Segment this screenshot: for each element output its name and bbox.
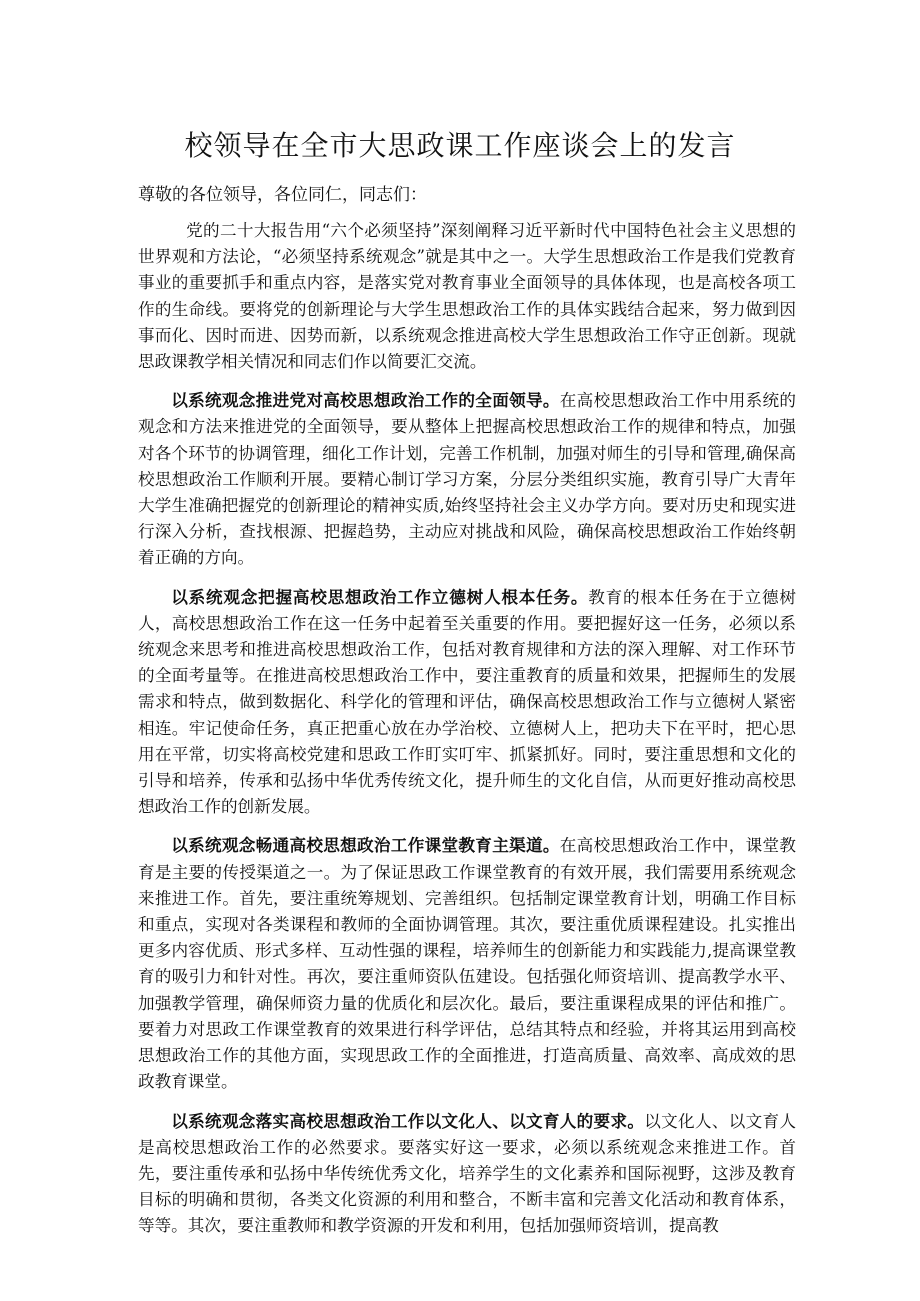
greeting-line: 尊敬的各位领导，各位同仁，同志们： <box>138 185 427 205</box>
section-1-text: 在高校思想政治工作中用系统的观念和方法来推进党的全面领导，要从整体上把握高校思想政治工作的规律和特点，加强对各个环节的协调管理，细化工作计划，完善工作机制，加强对师生的引导和管理,确保高校思想政治工作顺利开展。要精心制订学习方案，分层分类组织实施，教育引导广大青年大学生准确把握党的创新理论的精神实质,始终坚持社会主义办学方向。要对历史和现实进行深入分析，查找根源、把握趋势，主动应对挑战和风险，确保高校思想政治工作始终朝着正确的方向。 <box>138 391 797 568</box>
document-title: 校领导在全市大思政课工作座谈会上的发言 <box>184 129 736 162</box>
section-paragraph-3 <box>138 832 796 1095</box>
section-2-text: 教育的根本任务在于立德树人，高校思想政治工作在这一任务中起着至关重要的作用。要把握好这一任务，必须以系统观念来思考和推进高校思想政治工作，包括对教育规律和方法的深入理解、对工作环节的全面考量等。在推进高校思想政治工作中，要注重教育的质量和效果，把握师生的发展需求和特点，做到数据化、科学化的管理和评估，确保高校思想政治工作与立德树人紧密相连。牢记使命任务，真正把重心放在办学治校、立德树人上，把功夫下在平时，把心思用在平常，切实将高校党建和思政工作盯实叮牢、抓紧抓好。同时，要注重思想和文化的引导和培养，传承和弘扬中华优秀传统文化，提升师生的文化自信，从而更好推动高校思想政治工作的创新发展。 <box>138 587 797 817</box>
section-1-heading: 以系统观念推进党对高校思想政治工作的全面领导。 <box>171 390 560 411</box>
section-3-text: 在高校思想政治工作中，课堂教育是主要的传授渠道之一。为了保证思政工作课堂教育的有效开展，我们需要用系统观念来推进工作。首先，要注重统筹规划、完善组织。包括制定课堂教育计划，明确工作目标和重点，实现对各类课程和教师的全面协调管理。其次，要注重优质课程建设。扎实推出更多内容优质、形式多样、互动性强的课程，培养师生的创新能力和实践能力,提高课堂教育的吸引力和针对性。再次，要注重师资队伍建设。包括强化师资培训、提高教学水平、加强教学管理，确保师资力量的优质化和层次化。最后，要注重课程成果的评估和推广。要着力对思政工作课堂教育的效果进行科学评估，总结其特点和经验，并将其运用到高校思想政治工作的其他方面，实现思政工作的全面推进，打造高质量、高效率、高成效的思政教育课堂。 <box>138 836 797 1092</box>
document-body <box>138 218 796 1252</box>
section-4-text: 以文化人、以文育人是高校思想政治工作的必然要求。要落实好这一要求，必须以系统观念来推进工作。首先，要注重传承和弘扬中华传统优秀文化，培养学生的文化素养和国际视野，这涉及教育目标的明确和贯彻，各类文化资源的利用和整合，不断丰富和完善文化活动和教育体系，等等。其次，要注重教师和教学资源的开发和利用，包括加强师资培训，提高教 <box>138 1111 797 1236</box>
section-2-heading: 以系统观念把握高校思想政治工作立德树人根本任务。 <box>171 586 589 607</box>
section-paragraph-1 <box>138 387 796 571</box>
section-4-heading: 以系统观念落实高校思想政治工作以文化人、以文育人的要求。 <box>171 1110 645 1131</box>
section-paragraph-2 <box>138 584 796 821</box>
section-paragraph-4 <box>138 1108 796 1240</box>
section-3-heading: 以系统观念畅通高校思想政治工作课堂教育主渠道。 <box>171 835 560 856</box>
intro-paragraph: 党的二十大报告用“六个必须坚持”深刻阐释习近平新时代中国特色社会主义思想的世界观和方法论，“必须坚持系统观念”就是其中之一。大学生思想政治工作是我们党教育事业的重要抓手和重点内容，是落实党对教育事业全面领导的具体体现，也是高校各项工作的生命线。要将党的创新理论与大学生思想政治工作的具体实践结合起来，努力做到因事而化、因时而进、因势而新，以系统观念推进高校大学生思想政治工作守正创新。现就思政课教学相关情况和同志们作以简要汇交流。 <box>138 221 796 372</box>
